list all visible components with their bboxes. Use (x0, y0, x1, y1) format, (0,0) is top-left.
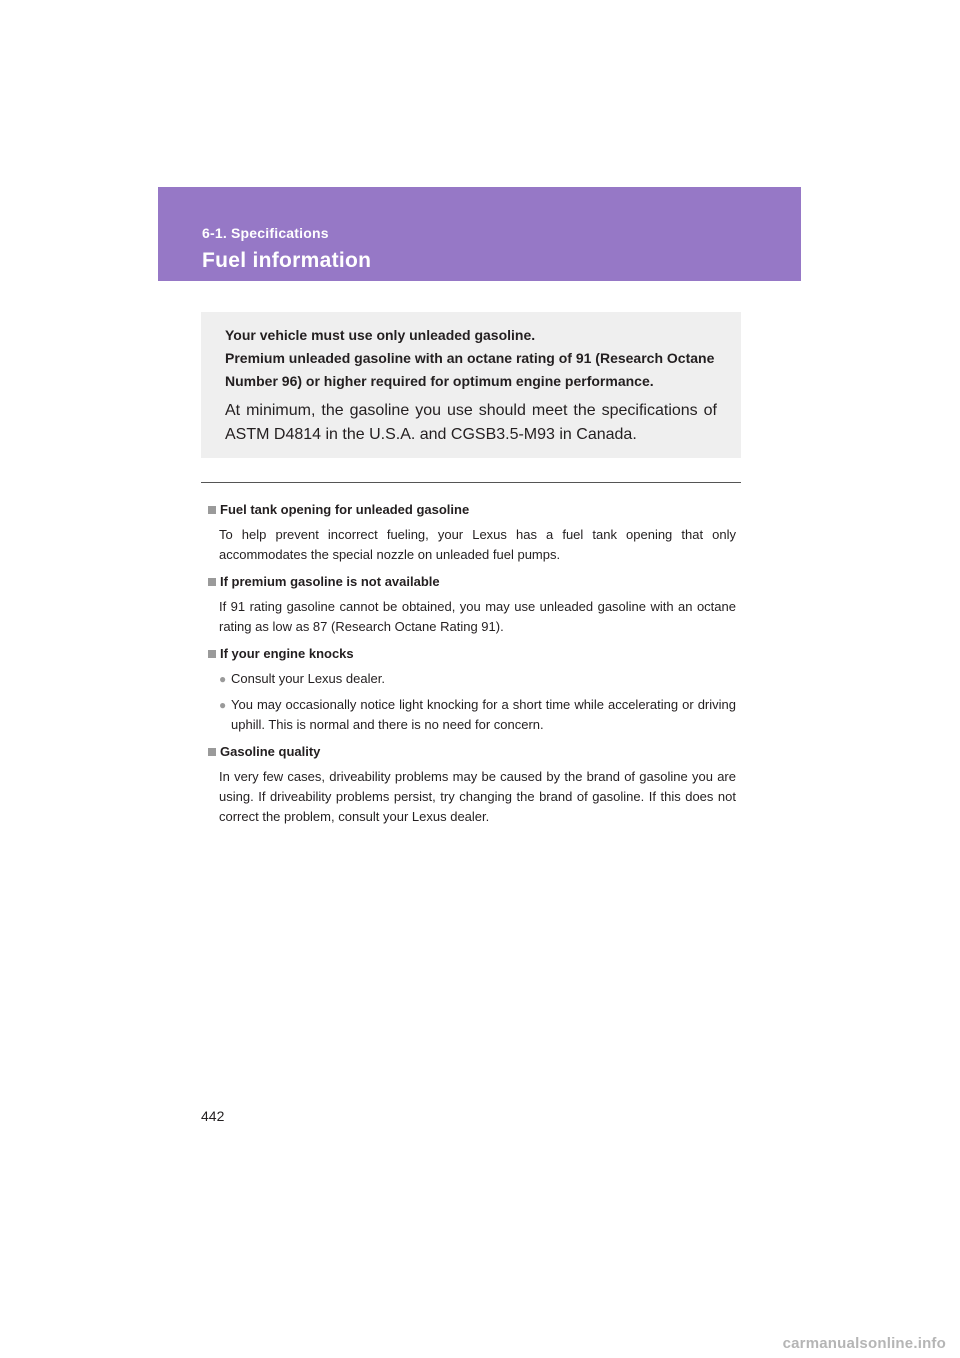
square-bullet-icon (208, 748, 216, 756)
section-gasoline-quality (208, 743, 736, 827)
list-item-text: You may occasionally notice light knocking for a short time while accelerating or driving uphill. This is normal and there is no need for concern. (231, 697, 736, 732)
section-title: If your engine knocks (220, 646, 354, 661)
watermark: carmanualsonline.info (782, 1335, 946, 1352)
content-sections (208, 501, 736, 835)
list-item-text: Consult your Lexus dealer. (231, 671, 385, 686)
section-fuel-tank-opening (208, 501, 736, 565)
square-bullet-icon (208, 506, 216, 514)
intro-statement-unleaded: Your vehicle must use only unleaded gasoline. (225, 327, 536, 343)
divider (201, 482, 741, 483)
square-bullet-icon (208, 578, 216, 586)
section-body: To help prevent incorrect fueling, your Lexus has a fuel tank opening that only accommodates the special nozzle on unleaded fuel pumps. (219, 527, 736, 562)
section-title: Fuel tank opening for unleaded gasoline (220, 502, 470, 517)
section-engine-knocks (208, 645, 736, 743)
intro-box (201, 312, 741, 458)
page-number: 442 (201, 1108, 225, 1124)
list-item (219, 695, 736, 735)
section-body: In very few cases, driveability problems may be caused by the brand of gasoline you are using. If driveability problems persist, try changing the brand of gasoline. If this does not correct the problem, consult your Lexus dealer. (219, 769, 736, 824)
intro-statement-premium: Premium unleaded gasoline with an octane rating of 91 (Research Octane Number 96) or higher required for optimum engine performance. (225, 350, 715, 389)
circle-bullet-icon: ● (219, 672, 227, 686)
square-bullet-icon (208, 650, 216, 658)
section-label: 6-1. Specifications (202, 225, 329, 241)
section-title: Gasoline quality (220, 744, 321, 759)
header-band (158, 187, 801, 281)
section-title: If premium gasoline is not available (220, 574, 440, 589)
circle-bullet-icon: ● (219, 698, 227, 712)
list-item (219, 669, 736, 689)
section-body: If 91 rating gasoline cannot be obtained, you may use unleaded gasoline with an octane rating as low as 87 (Research Octane Rating 91). (219, 599, 736, 634)
section-premium-not-available (208, 573, 736, 637)
page-title: Fuel information (202, 249, 372, 272)
intro-specification-text: At minimum, the gasoline you use should meet the specifications of ASTM D4814 in the U.S.A. and CGSB3.5-M93 in Canada. (225, 402, 717, 443)
